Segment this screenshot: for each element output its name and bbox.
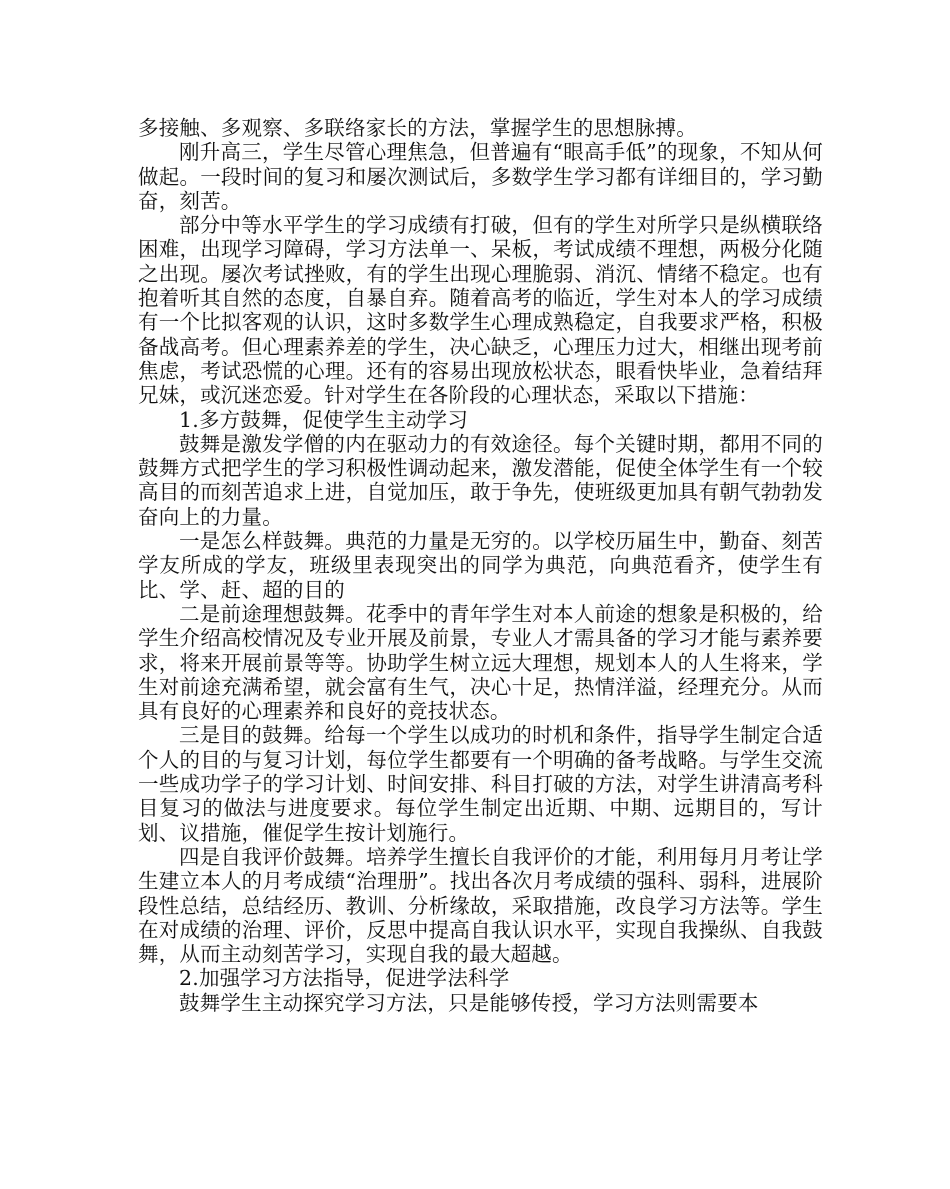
section-heading-study-methods: 2.加强学习方法指导，促进学法科学 xyxy=(179,966,510,991)
document-page xyxy=(138,116,823,1015)
section-heading-encouragement: 1.多方鼓舞，促使学生主动学习 xyxy=(179,407,469,432)
paragraph-continuation: 多接触、多观察、多联络家长的方法，掌握学生的思想脉搏。 xyxy=(138,116,697,140)
paragraph-self-evaluation: 四是自我评价鼓舞。培养学生擅长自我评价的才能，利用每月月考让学生建立本人的月考成绩“治理册”。找出各次月考成绩的强科、弱科，进展阶段性总结，总结经历、教训、分析缘故，采取措施，改良学习方法等。学生在对成绩的治理、评价，反思中提高自我认识水平，实现自我操纵、自我鼓舞，从而主动刻苦学习，实现自我的最大超越。 xyxy=(138,844,823,967)
paragraph-role-model: 一是怎么样鼓舞。典范的力量是无穷的。以学校历届生中，勤奋、刻苦学友所成的学友，班级里表现突出的同学为典范，向典范看齐，使学生有比、学、赶、超的目的 xyxy=(138,529,823,602)
paragraph-senior-three-intro: 刚升高三，学生尽管心理焦急，但普遍有“眼高手低”的现象，不知从何做起。一段时间的复习和屡次测试后，多数学生学习都有详细目的，学习勤奋，刻苦。 xyxy=(138,140,823,213)
paragraph-encouragement-overview: 鼓舞是激发学僧的内在驱动力的有效途径。每个关键时期，都用不同的鼓舞方式把学生的学习积极性调动起来，激发潜能，促使全体学生有一个较高目的而刻苦追求上进，自觉加压，敢于争先，使班级更加具有朝气勃勃发奋向上的力量。 xyxy=(138,431,823,529)
paragraph-future-ideals: 二是前途理想鼓舞。花季中的青年学生对本人前途的想象是积极的，给学生介绍高校情况及专业开展及前景，专业人才需具备的学习才能与素养要求，将来开展前景等等。协助学生树立远大理想，规划本人的人生将来，学生对前途充满希望，就会富有生气，决心十足，热情洋溢，经理充分。从而具有良好的心理素养和良好的竞技状态。 xyxy=(138,601,823,724)
paragraph-study-methods: 鼓舞学生主动探究学习方法，只是能够传授，学习方法则需要本 xyxy=(179,990,759,1015)
paragraph-student-states: 部分中等水平学生的学习成绩有打破，但有的学生对所学只是纵横联络困难，出现学习障碍，学习方法单一、呆板，考试成绩不理想，两极分化随之出现。屡次考试挫败，有的学生出现心理脆弱、消沉、情绪不稳定。也有抱着听其自然的态度，自暴自弃。随着高考的临近，学生对本人的学习成绩有一个比拟客观的认识，这时多数学生心理成熟稳定，自我要求严格，积极备战高考。但心理素养差的学生，决心缺乏，心理压力过大，相继出现考前焦虑，考试恐慌的心理。还有的容易出现放松状态，眼看快毕业，急着结拜兄妹，或沉迷恋爱。针对学生在各阶段的心理状态，采取以下措施： xyxy=(138,213,823,408)
paragraph-goal-encouragement: 三是目的鼓舞。给每一个学生以成功的时机和条件，指导学生制定合适个人的目的与复习计划，每位学生都要有一个明确的备考战略。与学生交流一些成功学子的学习计划、时间安排、科目打破的方法，对学生讲清高考科目复习的做法与进度要求。每位学生制定出近期、中期、远期目的，写计划、议措施，催促学生按计划施行。 xyxy=(138,723,823,845)
